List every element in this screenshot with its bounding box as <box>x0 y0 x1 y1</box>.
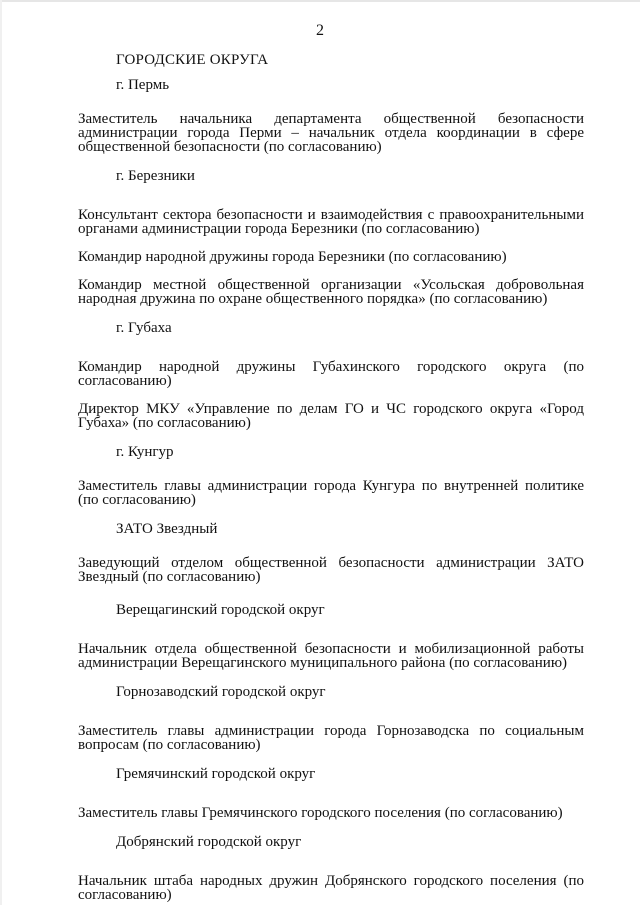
page-number: 2 <box>316 22 324 39</box>
entry-vereshchagino-1: Начальник отдела общественной безопасности и мобилизационной работы администрации Верещагинского муниципального района (по согласованию) <box>78 641 584 671</box>
section-heading-gubakha: г. Губаха <box>116 320 172 336</box>
entry-zato-zvezdny-1: Заведующий отделом общественной безопасности администрации ЗАТО Звездный (по согласованию) <box>78 555 584 585</box>
main-heading: ГОРОДСКИЕ ОКРУГА <box>116 52 269 68</box>
entry-berezniki-2: Командир народной дружины города Березники (по согласованию) <box>78 249 507 265</box>
entry-gubakha-2: Директор МКУ «Управление по делам ГО и ЧС городского округа «Город Губаха» (по согласованию) <box>78 401 584 431</box>
section-heading-zato-zvezdny: ЗАТО Звездный <box>116 521 218 537</box>
page-top-edge <box>0 0 640 2</box>
entry-perm-1: Заместитель начальника департамента общественной безопасности администрации города Перми – начальник отдела координации в сфере общественной безопасности (по согласованию) <box>78 111 584 155</box>
entry-gremyachinsk-1: Заместитель главы Гремячинского городского поселения (по согласованию) <box>78 805 563 821</box>
entry-berezniki-3: Командир местной общественной организации «Усольская добровольная народная дружина по охране общественного порядка» (по согласованию) <box>78 277 584 307</box>
section-heading-dobryanka: Добрянский городской округ <box>116 834 302 850</box>
section-heading-vereshchagino: Верещагинский городской округ <box>116 602 325 618</box>
entry-gornozavodsk-1: Заместитель главы администрации города Горнозаводска по социальным вопросам (по согласованию) <box>78 723 584 753</box>
page-left-edge <box>0 0 2 905</box>
section-heading-gornozavodsk: Горнозаводский городской округ <box>116 684 326 700</box>
section-heading-berezniki: г. Березники <box>116 168 195 184</box>
entry-kungur-1: Заместитель главы администрации города Кунгура по внутренней политике (по согласованию) <box>78 478 584 508</box>
section-heading-gremyachinsk: Гремячинский городской округ <box>116 766 316 782</box>
document-body <box>78 52 584 902</box>
section-heading-perm: г. Пермь <box>116 77 170 93</box>
section-heading-kungur: г. Кунгур <box>116 444 174 460</box>
entry-berezniki-1: Консультант сектора безопасности и взаимодействия с правоохранительными органами администрации города Березники (по согласованию) <box>78 207 584 237</box>
entry-dobryanka-1: Начальник штаба народных дружин Добрянского городского поселения (по согласованию) <box>78 873 584 903</box>
entry-gubakha-1: Командир народной дружины Губахинского городского округа (по согласованию) <box>78 359 584 389</box>
